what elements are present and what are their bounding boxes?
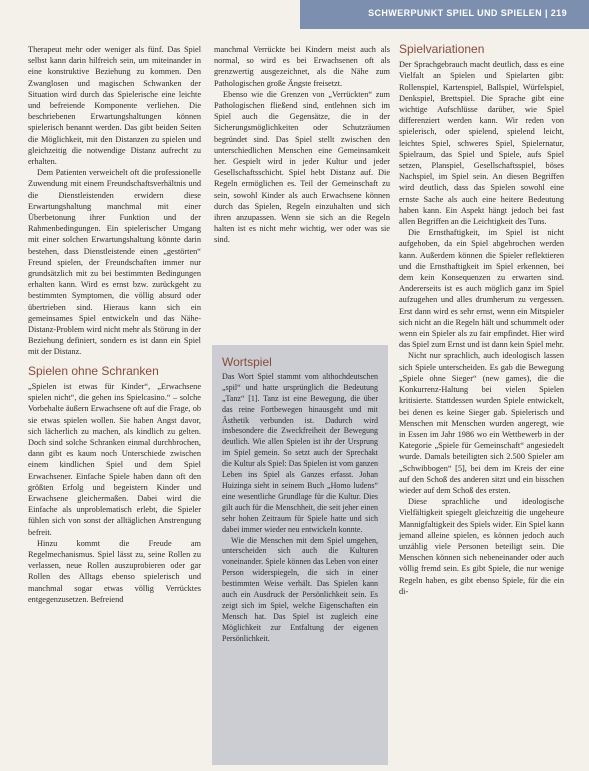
column-left xyxy=(28,44,201,605)
box-paragraph: Wie die Menschen mit dem Spiel umgehen, unterscheiden sich auch die Kulturen voneinander. Spiele können das Leben von einer Person widerspiegeln, die sich in einer bestimmten Weise verhält. Das Spielen kann auch ein Ausdruck der Persönlichkeit sein. Es zeigt sich im Spiel, welche Eigenschaften ein Mensch hat. Das Spiel ist zugleich eine Möglichkeit zur Entfaltung der eigenen Persönlichkeit. xyxy=(222,535,378,643)
box-paragraph: Das Wort Spiel stammt vom althochdeutschen „spil“ und hatte ursprünglich die Bedeutung „Tanz“ [1]. Tanz ist eine Bewegung, die über das reine Fortbewegen hinausgeht und mit Ästhetik verbunden ist. Dadurch wird insbesondere die Zweckfreiheit der Bewegung deutlich. Wie allen Spielen ist ihr der Ursprung im Spiel gemein. So setzt auch der Sprechakt die Kultur als Spiel: Das Spielen ist vom ganzen Leben ins Spiel als Ganzes erfasst. Johan Huizinga sieht in seinem Buch „Homo ludens“ eine wesentliche Grundlage für die Kultur. Dies gilt auch für die Menschheit, die seit jeher einen sehr hohen Zeitraum für Spiele hatte und sich dabei immer wieder neu entwickeln konnte. xyxy=(222,371,378,534)
paragraph: Die Ernsthaftigkeit, im Spiel ist nicht aufgehoben, da ein Spiel abgebrochen werden kann. Außerdem können die Spieler reflektieren und die Ernsthaftigkeit im Spiel erkennen, bei dem kein Konsequenzen zu erwarten sind. Andererseits ist es auch möglich ganz im Spiel aufzugehen und alles drumherum zu vergessen. Erst dann wird es sehr ernst, wenn ein Mitspieler sich nicht an die Regeln hält und schummelt oder wenn ein Spieler als zu fair empfindet. Hier wird das Spiel zum Ernst und ist dann kein Spiel mehr. xyxy=(399,228,564,350)
running-header xyxy=(368,8,567,18)
paragraph: Diese sprachliche und ideologische Vielfältigkeit spiegelt gleichzeitig die ungeheure Mannigfaltigkeit des Spiels wider. Ein Spiel kann jemand alleine spielen, es können jedoch auch unzählig viele Personen beteiligt sein. Die Menschen können sich nebeneinander oder auch völlig fremd sein. Es gibt Spiele, die nur wenige Regeln haben, es gibt ebenso Spiele, für die ein di- xyxy=(399,497,564,596)
column-middle xyxy=(214,44,390,246)
box-heading: Wortspiel xyxy=(222,355,272,369)
column-right xyxy=(399,44,564,597)
header-separator: | xyxy=(544,8,548,18)
paragraph: Dem Patienten verweichelt oft die professionelle Zuwendung mit einem Freundschaftsverhältnis und die Dienstleistenden erwidern diese Erwartungshaltung manchmal mit einer Überbetonung ihrer Funktion und der Rahmenbedingungen. Ein spielerischer Umgang mit einer solchen Erwartungshaltung könnte darin bestehen, dass Dienstleistende einen „gestörten“ Freund spielen, der Freundschaften immer nur grundsätzlich mit zu bei bestimmten Bedingungen erhalten kann. Wird es ernst bzw. zurückgeht zu bestimmten Symptomen, die völlig absurd oder übertrieben sind. Hieraus kann sich ein gemeinsames Spiel entwickeln und das Nähe-Distanz-Problem wird nicht mehr als Störung in der Beziehung definiert, sondern es ist dann ein Spiel mit der Distanz. xyxy=(28,168,201,357)
info-box xyxy=(212,345,388,765)
paragraph: Nicht nur sprachlich, auch ideologisch lassen sich Spiele unterscheiden. Es gab die Bewegung „Spiele ohne Sieger“ (new games), die die Konkurrenz-Haltung bei vielen Spielen kritisierte. Stattdessen wurden Spiele entwickelt, bei denen es keine Sieger gab. Spielerisch und Menschen mit Menschen wurden angeregt, wie in Essen im Jahr 1986 wo ein Wettbewerb in der Kategorie „Spiele für Gemeinschaft“ angesiedelt wurde. Damals beteiligten sich 2.500 Spieler am „Schwibbogen“ [5], bei dem im Kreis der eine auf den Schoß des anderen sitzt und ein bisschen wieder auf dem Schoß des ersten. xyxy=(399,351,564,495)
paragraph: Der Sprachgebrauch macht deutlich, dass es eine Vielfalt an Spielen und Spielarten gibt: Rollenspiel, Kartenspiel, Ballspiel, Würfelspiel, Denkspiel, Brettspiel. Die Sprache gibt eine wichtige Aufschlüsse darüber, wie Spiel differenziert werden kann. Wir reden von spielerisch, oder spielend, spielend leicht, leichtes Spiel, schweres Spiel, Spielernatur, Spielraum, das Spiel und Spiele, aufs Spiel setzen, Planspiel, Gesellschaftsspiel, böses Nachspiel, im Spiel sein. An diesen Begriffen wird deutlich, dass das Spielen sowohl eine ernste Sache als auch eine heitere Bedeutung haben kann. Ein Aspekt hängt jedoch bei fast allen Begriffen an die Leichtigkeit des Tuns. xyxy=(399,60,564,227)
paragraph: Hinzu kommt die Freude am Regelmechanismus. Spiel lässt zu, seine Rollen zu verlassen, neue Rollen auszuprobieren oder gar Rollen des Alltags ebenso spielerisch und manchmal sogar etwas völlig Verrücktes entgegenzusetzen. Befreiend xyxy=(28,538,201,604)
section-heading: Spielvariationen xyxy=(399,42,485,56)
section-title: SCHWERPUNKT SPIEL UND SPIELEN xyxy=(368,8,543,18)
section-heading: Spielen ohne Schranken xyxy=(28,363,159,378)
page-number: 219 xyxy=(550,8,567,18)
paragraph: „Spielen ist etwas für Kinder“, „Erwachsene spielen nicht“, die gehen ins Spielcasino.“ – solche Vorbehalte äußern Erwachsene oft auf die Frage, ob sie etwas spielen wollen. Sie haben Angst davor, sich lächerlich zu machen, als kindlich zu gelten. Doch sind solche Schranken einmal durchbrochen, dann gibt es kaum noch Unterschiede zwischen einem kindlichen Spiel und dem Spiel Erwachsener. Einfache Spiele haben dann oft den größten Erfolg und begeistern Kinder und Erwachsene gleichermaßen. Dabei wird die Einfache als unproblematisch erlebt, die Spieler fühlen sich von sonst der alltäglichen Anstrengung befreit. xyxy=(28,381,201,537)
paragraph: Ebenso wie die Grenzen von „Verrückten“ zum Pathologischen fließend sind, entlehnen sich im Spiel auch die Gegensätze, die in der Sicherungsmöglichkeiten oder Schutzräumen begründet sind. Das Spiel stellt zwischen den unterschiedlichen Menschen eine Gemeinsamkeit her. Gespielt wird in jeder Kultur und jeder Gesellschaftsschicht. Spiel hebt Distanz auf. Die Regeln ermöglichen es. Teil der Gemeinschaft zu sein, sowohl Kinder als auch Erwachsene können durch das Spielen, Regeln einzuhalten und sich ihren anzupassen. Wenn sie sich an die Regeln halten ist es nicht mehr wichtig, wer oder was sie sind. xyxy=(214,89,390,245)
paragraph: manchmal Verrückte bei Kindern meist auch als normal, so wird es bei Erwachsenen oft als grenzwertig ausgezeichnet, als die Nähe zum Pathologischen große Ängste freisetzt. xyxy=(214,45,390,88)
header-bar xyxy=(300,0,589,29)
paragraph: Therapeut mehr oder weniger als fünf. Das Spiel selbst kann darin hilfreich sein, um miteinander in eine konstruktive Beziehung zu kommen. Den Zwanglosen und magischen Schwanken der Situation wird durch das Spielerische eine leichte und befreiende Komponente verliehen. Die beschriebenen Erwartungshaltungen können spielerisch benannt werden. Das gibt beiden Seiten die Möglichkeit, mit den Distanzen zu spielen und gleichzeitig die notwendige Distanz aufrecht zu erhalten. xyxy=(28,45,201,167)
